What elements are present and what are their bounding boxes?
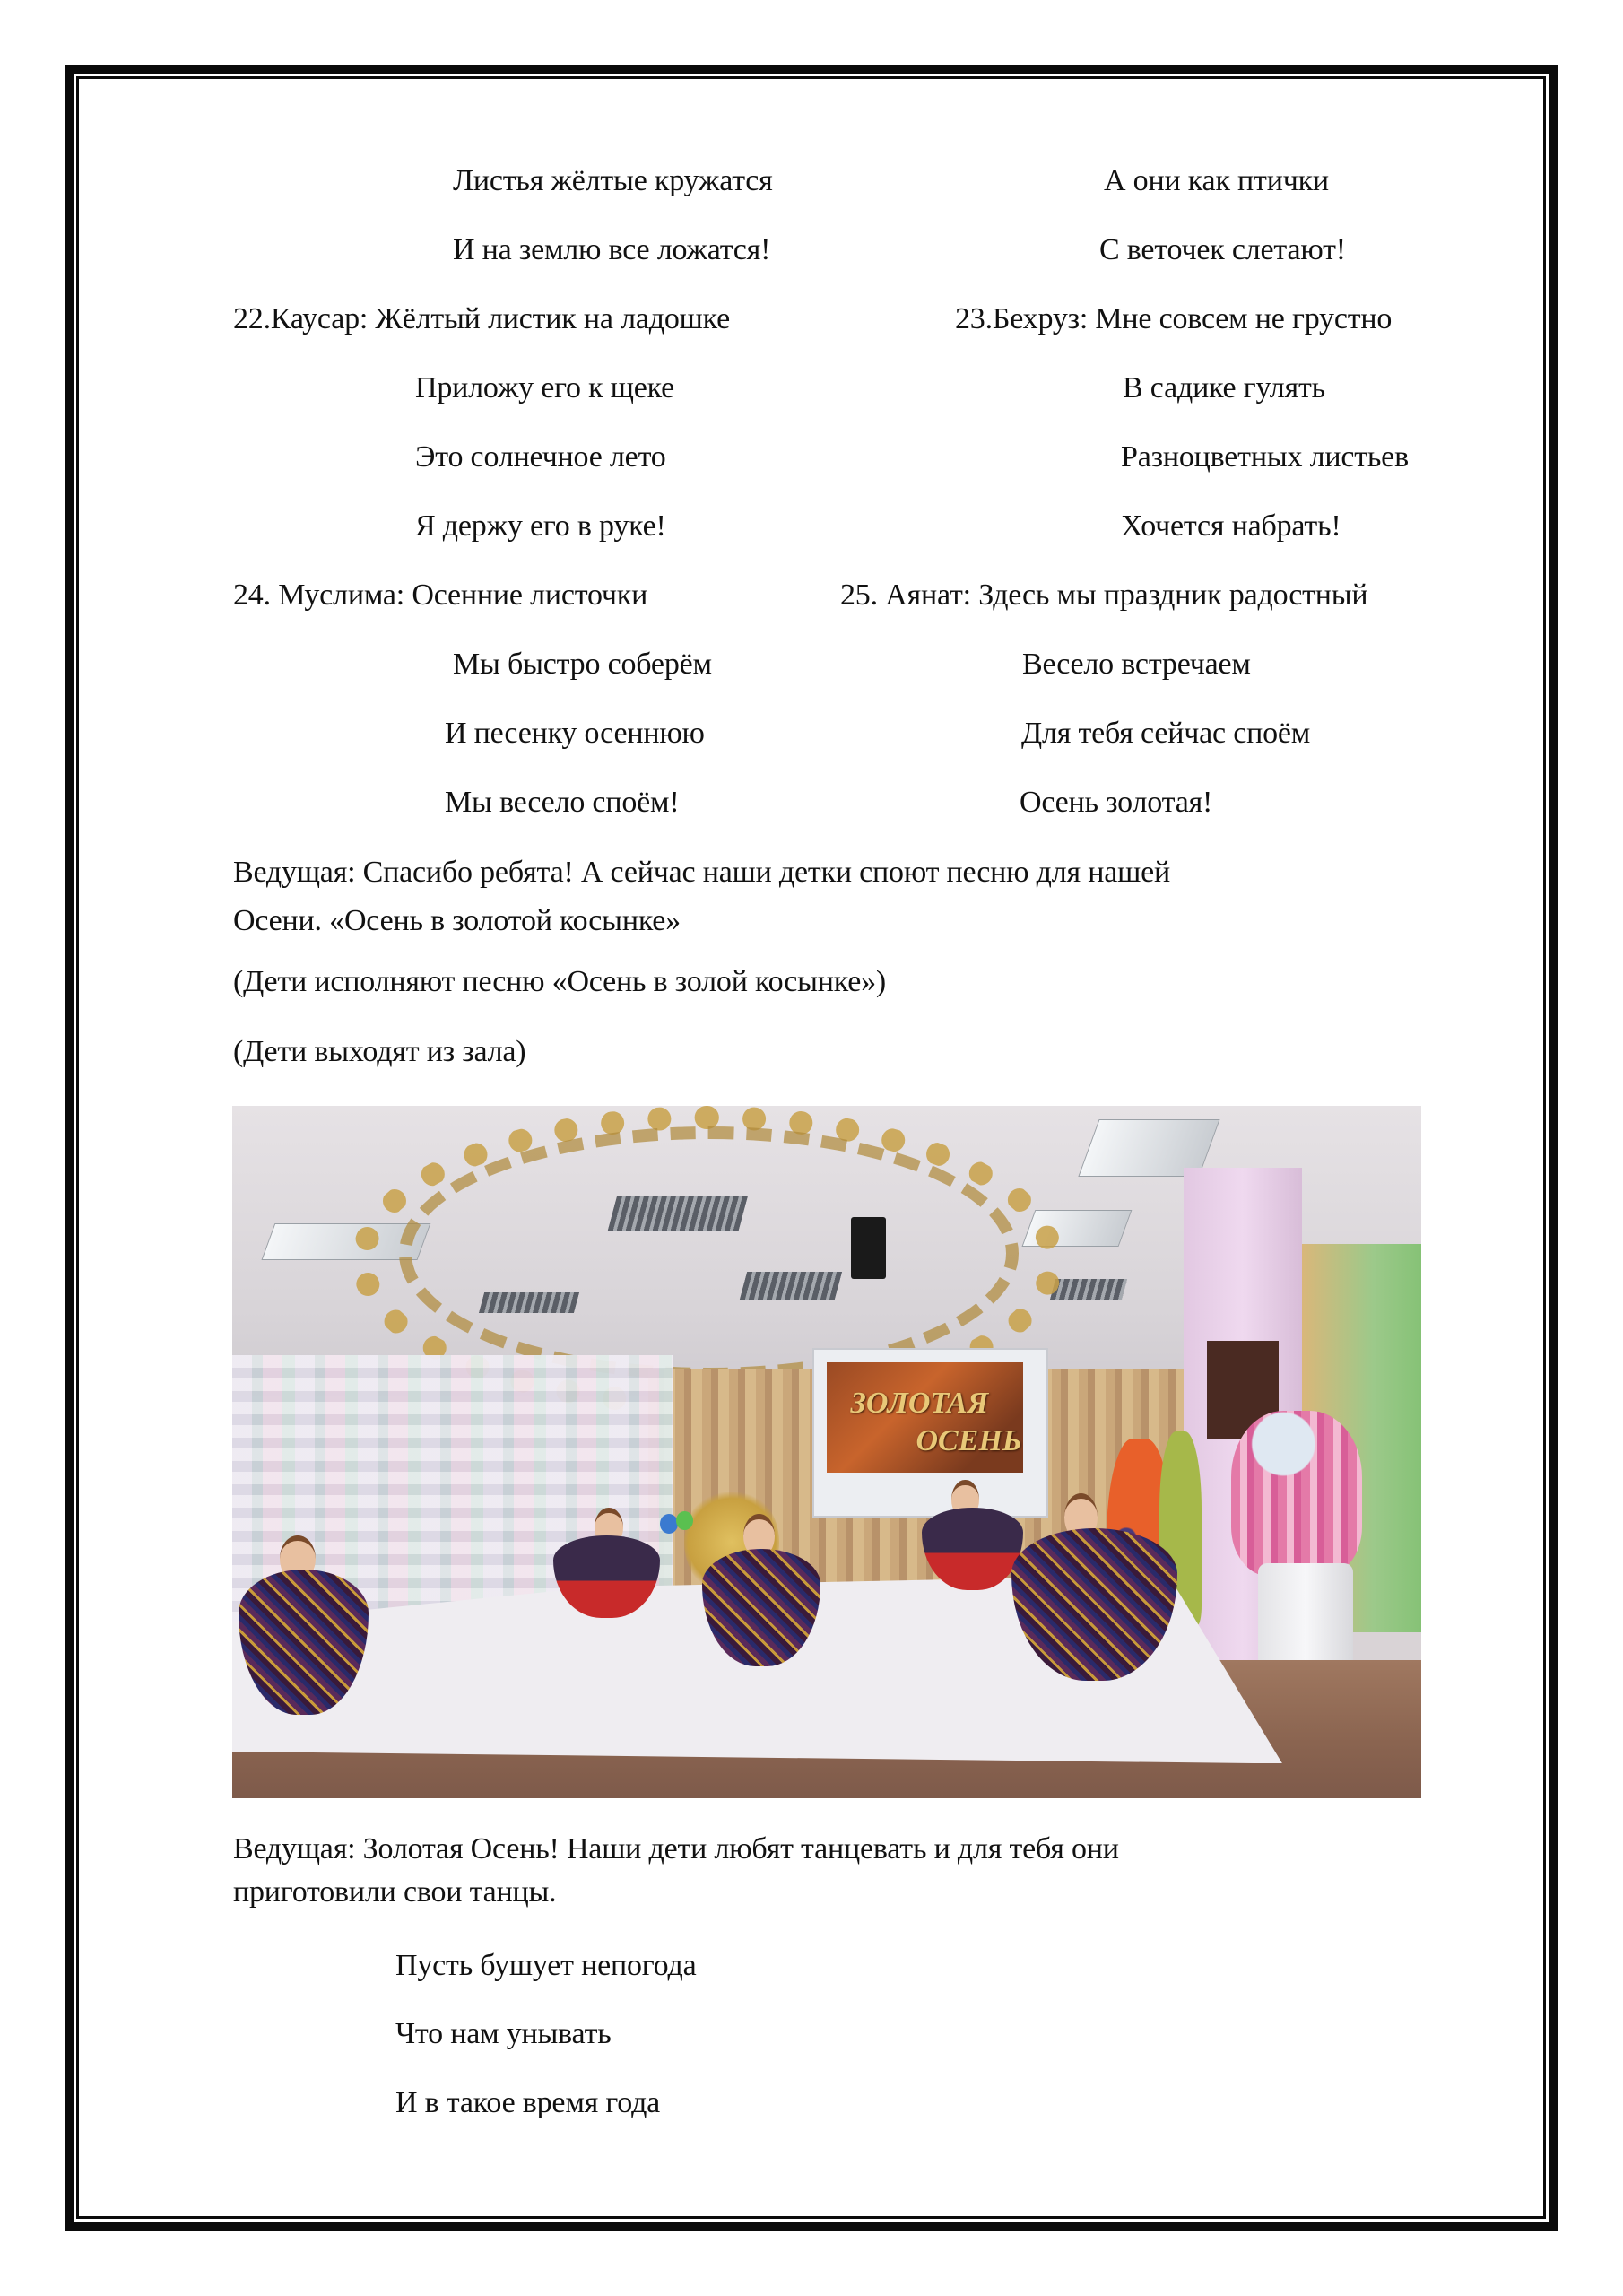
screen-title-line-1: ЗОЛОТАЯ [850,1386,989,1420]
poem-left-line: Это солнечное лето [415,440,666,474]
event-photo [232,1106,1421,1798]
final-poem-line: И в такое время года [395,2086,661,2119]
poem-right-line: А они как птички [1104,164,1329,197]
poem-right-line: Для тебя сейчас споём [1021,717,1311,750]
projector [851,1217,887,1279]
poem-left-line: Листья жёлтые кружатся [453,164,773,197]
stage-direction-exit: (Дети выходят из зала) [233,1035,526,1068]
poem-left-line: Приложу его к щеке [415,371,675,404]
host-paragraph-1-line-1: Ведущая: Спасибо ребята! А сейчас наши детки споют песню для нашей [233,856,1171,889]
poem-right-line: Хочется набрать! [1121,509,1341,543]
poem-right-line: Разноцветных листьев [1121,440,1409,474]
poem-right-line: Осень золотая! [1020,786,1213,819]
screen-title-line-2: ОСЕНЬ [916,1424,1022,1458]
poem-left-line: И на землю все ложатся! [453,233,771,266]
speaker-24-line: 24. Муслима: Осенние листочки [233,578,648,612]
speaker-23-line: 23.Бехруз: Мне совсем не грустно [955,302,1393,335]
ceiling-vent [1050,1279,1127,1300]
leaf-garland [399,1126,1019,1380]
host-paragraph-2-line-1: Ведущая: Золотая Осень! Наши дети любят танцевать и для тебя они [233,1832,1119,1866]
final-poem-line: Пусть бушует непогода [395,1949,697,1982]
poem-right-line: В садике гулять [1123,371,1325,404]
poem-left-line: Мы весело споём! [445,786,680,819]
flower-arrangement [1231,1411,1362,1577]
poem-left-line: Я держу его в руке! [415,509,666,543]
poem-left-line: И песенку осеннюю [445,717,705,750]
stage-direction-song: (Дети исполняют песню «Осень в золой косынке») [233,965,887,998]
host-paragraph-1-line-2: Осени. «Осень в золотой косынке» [233,904,681,937]
poem-right-line: Весело встречаем [1022,648,1251,681]
speaker-25-line: 25. Аянат: Здесь мы праздник радостный [840,578,1368,612]
poem-left-line: Мы быстро соберём [453,648,712,681]
host-paragraph-2-line-2: приготовили свои танцы. [233,1875,557,1909]
final-poem-line: Что нам унывать [395,2017,612,2050]
speaker-22-line: 22.Каусар: Жёлтый листик на ладошке [233,302,730,335]
poem-right-line: С веточек слетают! [1099,233,1346,266]
